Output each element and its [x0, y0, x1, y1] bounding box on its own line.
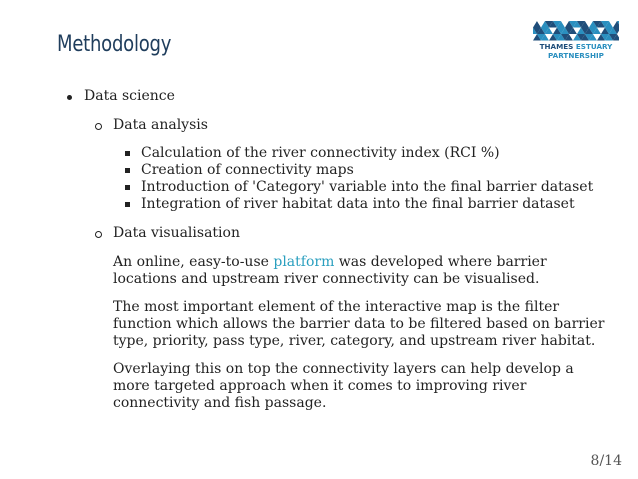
bullet-circle-icon: [95, 231, 102, 238]
bullet-square-icon: [125, 185, 130, 190]
paragraph-overlay: Overlaying this on top the connectivity layers can help develop a more targeted approach when it comes to improving river connectivity and fish passage.: [113, 361, 574, 411]
paragraph-platform: [113, 254, 607, 288]
paragraph-text: was developed where barrier locations and upstream river connectivity can be visualised.: [113, 254, 547, 287]
list-item-label: Data visualisation: [113, 225, 240, 241]
list-item-data-visualisation: [95, 225, 607, 242]
list-item: [125, 145, 607, 162]
list-item: [125, 179, 607, 196]
list-item-label: Integration of river habitat data into the final barrier dataset: [141, 196, 575, 212]
slide-title: Methodology: [57, 32, 172, 57]
bullet-square-icon: [125, 168, 130, 173]
paragraph-text: An online, easy-to-use: [113, 254, 274, 270]
logo-triangle-pattern: [533, 21, 619, 41]
list-item-data-analysis: [95, 117, 607, 134]
bullet-square-icon: [125, 151, 130, 156]
list-item-label: Data science: [84, 88, 175, 104]
platform-link[interactable]: platform: [273, 254, 335, 270]
list-item: [125, 162, 607, 179]
logo-word-estuary: ESTUARY: [575, 42, 613, 51]
list-item-label: Data analysis: [113, 117, 208, 133]
bullet-circle-icon: [95, 123, 102, 130]
logo-text-line1: [533, 43, 619, 51]
list-item-label: Introduction of 'Category' variable into the final barrier dataset: [141, 179, 594, 195]
logo-text-line2: PARTNERSHIP: [548, 51, 604, 60]
list-item: [125, 196, 607, 213]
list-item-label: Calculation of the river connectivity index (RCI %): [141, 145, 500, 161]
bullet-disc-icon: [67, 95, 72, 100]
list-item-data-science: [67, 88, 607, 105]
logo-word-thames: THAMES: [539, 42, 574, 51]
paragraph-filter: The most important element of the interactive map is the filter function which allows the barrier data to be filtered based on barrier type, priority, pass type, river, category, and upstream river habitat.: [113, 299, 605, 349]
page-number: 8/14: [590, 453, 622, 469]
list-item-label: Creation of connectivity maps: [141, 162, 354, 178]
slide-content: [67, 88, 607, 412]
thames-estuary-partnership-logo: [533, 21, 619, 65]
bullet-square-icon: [125, 202, 130, 207]
